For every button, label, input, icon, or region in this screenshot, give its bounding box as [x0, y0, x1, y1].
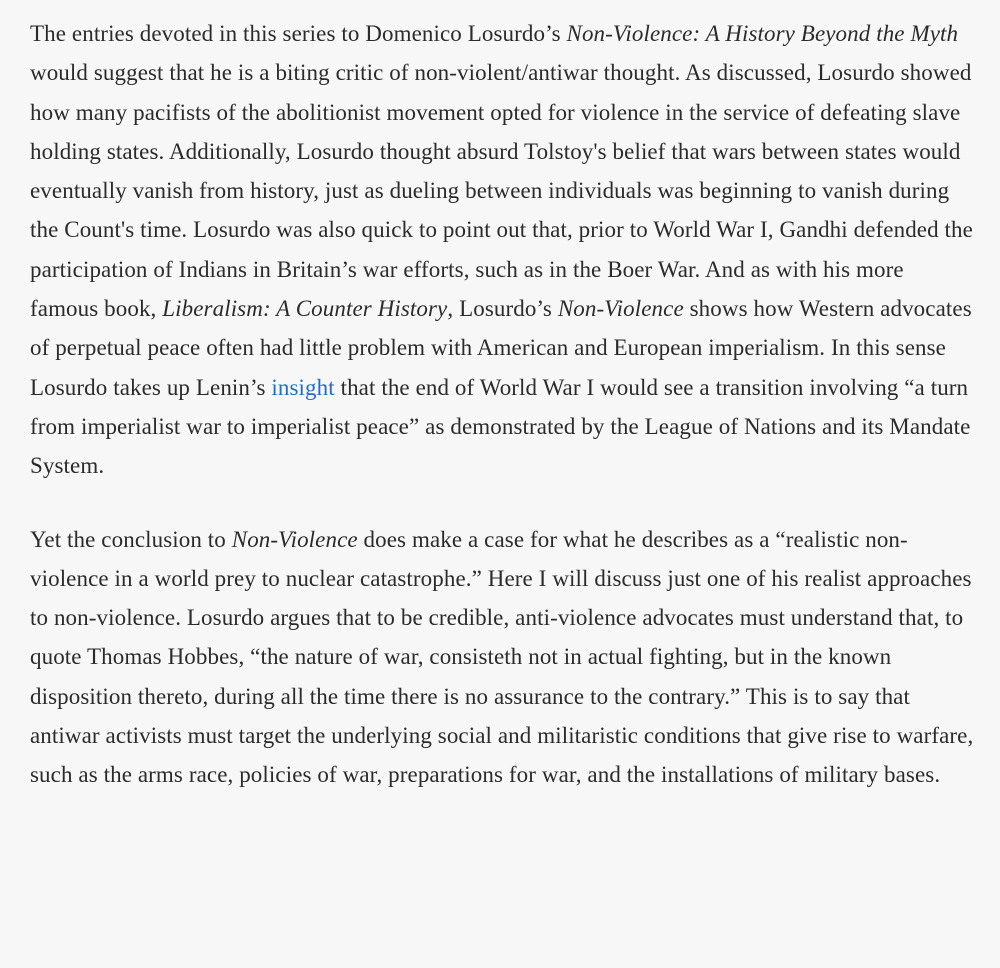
- text-segment: would suggest that he is a biting critic of non-violent/antiwar thought. As discussed, Losurdo showed how many pacifists of the abolitionist movement opted for violence in the service of defeating slave holding states. Additionally, Losurdo thought absurd Tolstoy's belief that wars between states would eventually vanish from history, just as dueling between individuals was beginning to vanish during the Count's time. Losurdo was also quick to point out that, prior to World War I, Gandhi defended the participation of Indians in Britain’s war efforts, such as in the Boer War. And as with his more famous book,: [30, 60, 973, 322]
- book-title-non-violence: Non-Violence: A History Beyond the Myth: [566, 21, 959, 46]
- paragraph-1: [30, 14, 975, 486]
- book-title-non-violence-short: Non-Violence: [557, 296, 684, 322]
- article-body: [30, 14, 975, 829]
- text-segment: that the end of World War I would see a transition involving “a turn from imperialist war to imperialist peace” as demonstrated by the League of Nations and its Mandate System.: [30, 374, 971, 479]
- text-segment: , Losurdo’s: [447, 296, 558, 322]
- text-segment: shows how Western advocates of perpetual peace often had little problem with American and European imperialism. In this sense Losurdo takes up Lenin’s: [30, 296, 972, 400]
- book-title-liberalism: Liberalism: A Counter History: [162, 296, 448, 322]
- insight-link[interactable]: insight: [271, 374, 335, 400]
- text-segment: Yet the conclusion to: [30, 526, 232, 552]
- paragraph-2: [30, 520, 975, 795]
- text-segment: does make a case for what he describes as a “realistic non-violence in a world prey to nuclear catastrophe.” Here I will discuss just one of his realist approaches to non-violence. Losurdo argues that to be credible, anti-violence advocates must understand that, to quote Thomas Hobbes, “the nature of war, consisteth not in actual fighting, but in the known disposition thereto, during all the time there is no assurance to the contrary.” This is to say that antiwar activists must target the underlying social and militaristic conditions that give rise to warfare, such as the arms race, policies of war, preparations for war, and the installations of military bases.: [30, 526, 974, 788]
- book-title-non-violence-short: Non-Violence: [231, 526, 358, 552]
- text-segment: The entries devoted in this series to Domenico Losurdo’s: [30, 21, 567, 46]
